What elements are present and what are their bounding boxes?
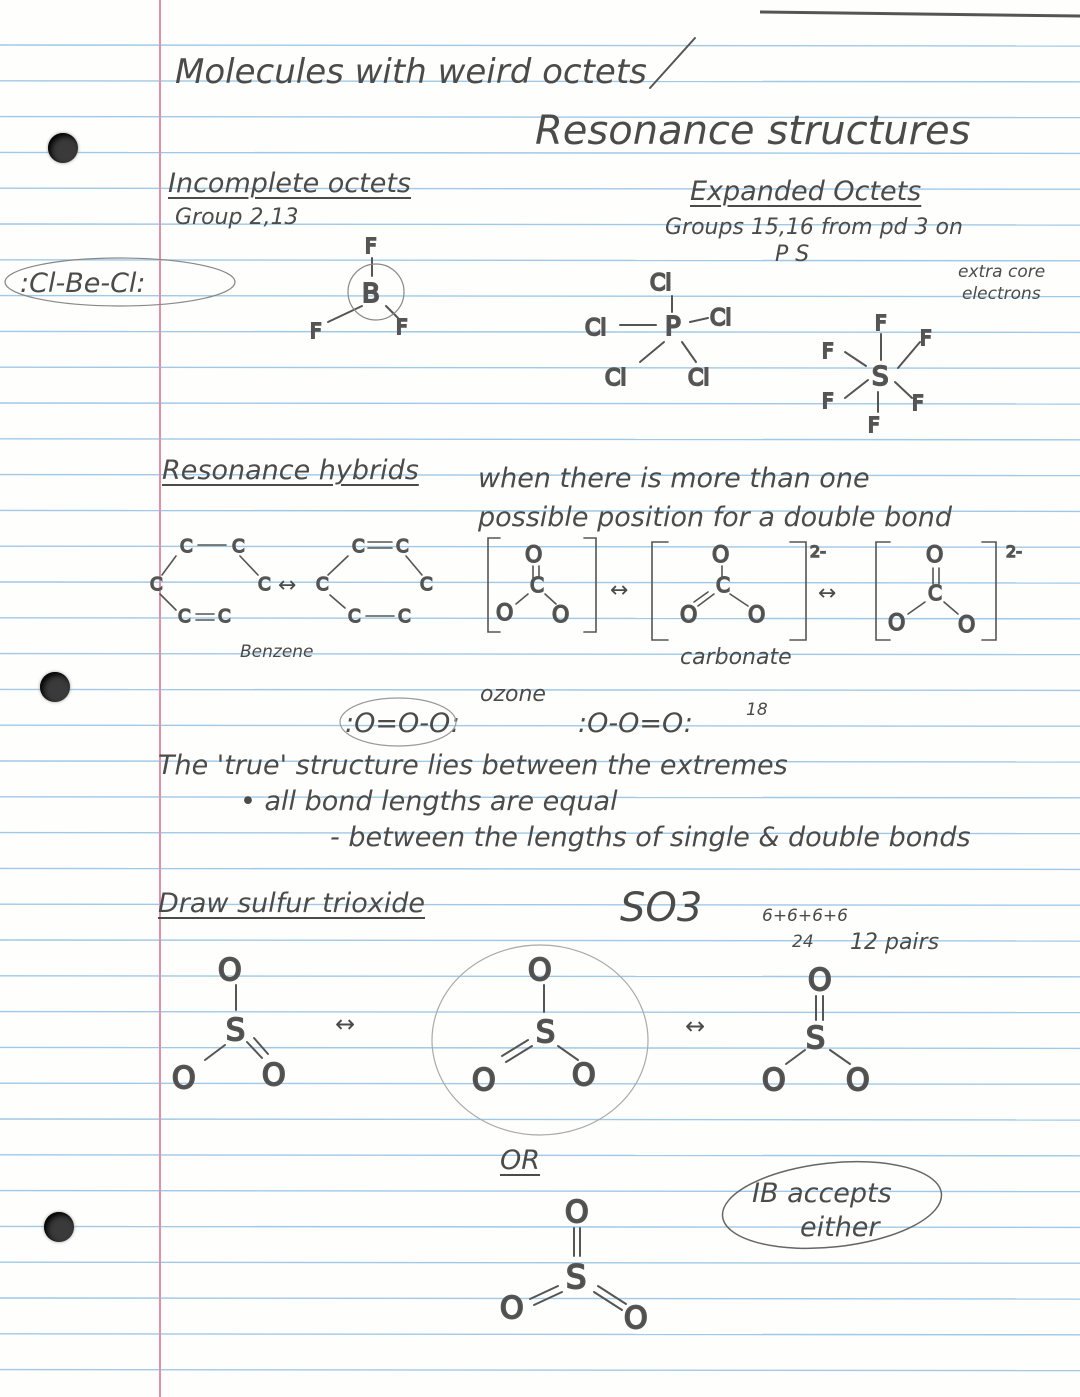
rule-line [0, 725, 1080, 726]
rule-line [0, 1370, 1080, 1371]
svg-text:O: O [958, 613, 976, 638]
svg-text:B: B [362, 279, 380, 309]
svg-text:Cl: Cl [650, 271, 672, 296]
rule-line [0, 331, 1080, 332]
svg-text:O: O [500, 1291, 524, 1326]
svg-text:O: O [172, 1061, 196, 1096]
rule-line [0, 1298, 1080, 1299]
svg-text:F: F [912, 391, 924, 415]
svg-text:O: O [528, 953, 552, 988]
ozone-structure-2: :O-O=O: [578, 708, 693, 739]
svg-text:O: O [712, 543, 730, 568]
svg-text:O: O [624, 1301, 648, 1336]
becl2-structure: :Cl-Be-Cl: [20, 268, 146, 299]
svg-text:Cl: Cl [710, 306, 732, 331]
svg-text:O: O [680, 603, 698, 628]
rule-line [0, 1191, 1080, 1192]
electrons-note: electrons [962, 284, 1041, 304]
svg-text:S: S [872, 362, 889, 392]
resonance-hybrids-heading: Resonance hybrids [162, 455, 419, 486]
expanded-groups: Groups 15,16 from pd 3 on [665, 215, 963, 240]
svg-text:O: O [552, 603, 570, 628]
svg-text:Cl: Cl [688, 366, 710, 391]
svg-text:F: F [875, 311, 887, 335]
svg-text:F: F [868, 413, 880, 437]
svg-text:C: C [232, 536, 245, 557]
resonance-description-1: when there is more than one [478, 463, 870, 494]
electron-count: 6+6+6+6 [762, 906, 848, 926]
svg-text:O: O [262, 1058, 286, 1093]
rule-line [0, 367, 1080, 368]
rule-line [0, 260, 1080, 261]
rule-line [0, 1262, 1080, 1263]
svg-text:C: C [396, 536, 409, 557]
ozone-label: ozone [480, 682, 546, 707]
svg-text:O: O [525, 543, 543, 568]
binder-hole [48, 133, 78, 163]
rule-line [0, 1047, 1080, 1048]
binder-hole [40, 672, 70, 702]
svg-text:C: C [352, 536, 365, 557]
svg-text:S: S [226, 1013, 246, 1048]
bond-lengths-sub: - between the lengths of single & double bonds [330, 822, 971, 853]
svg-text:S: S [536, 1015, 556, 1050]
rule-line [0, 45, 1080, 46]
page-title: Molecules with weird octets [175, 52, 647, 92]
carbonate-label: carbonate [680, 645, 792, 670]
rule-line [0, 403, 1080, 404]
rule-line [0, 1083, 1080, 1084]
svg-text:O: O [846, 1063, 870, 1098]
rule-line [0, 976, 1080, 977]
svg-text:O: O [472, 1063, 496, 1098]
benzene-label: Benzene [240, 642, 314, 662]
expanded-elements: P S [775, 242, 810, 267]
rule-line [0, 1226, 1080, 1227]
svg-text:C: C [398, 606, 411, 627]
svg-text:O: O [496, 601, 514, 626]
ib-note-2: either [800, 1212, 880, 1243]
svg-text:F: F [822, 389, 834, 413]
ozone-structure-1: :O=O-O: [345, 708, 460, 739]
svg-text:C: C [180, 536, 193, 557]
margin-number: 18 [746, 700, 768, 720]
resonance-description-2: possible position for a double bond [478, 502, 953, 533]
svg-text:C: C [530, 573, 544, 597]
svg-text:C: C [420, 574, 433, 595]
rule-line [0, 618, 1080, 619]
svg-text:F: F [822, 339, 834, 363]
svg-text:Cl: Cl [605, 366, 627, 391]
rule-line [0, 546, 1080, 547]
or-label: OR [500, 1145, 541, 1176]
expanded-octets-heading: Expanded Octets [690, 176, 922, 207]
svg-text:C: C [348, 606, 361, 627]
svg-text:C: C [178, 606, 191, 627]
svg-text:O: O [888, 611, 906, 636]
svg-text:S: S [566, 1258, 587, 1296]
rule-line [0, 1012, 1080, 1013]
rule-line [0, 582, 1080, 583]
rule-line [0, 1334, 1080, 1335]
svg-text:C: C [716, 573, 730, 597]
draw-so3-prompt: Draw sulfur trioxide [158, 888, 426, 919]
svg-text:↔: ↔ [335, 1010, 356, 1038]
svg-text:P: P [665, 312, 681, 342]
true-structure-line: The 'true' structure lies between the extremes [158, 750, 788, 781]
svg-text:C: C [928, 581, 942, 605]
svg-text:C: C [218, 606, 231, 627]
electron-total: 24 [792, 932, 814, 952]
rule-line [0, 296, 1080, 297]
svg-text:O: O [572, 1058, 596, 1093]
svg-text:O: O [926, 543, 944, 568]
svg-text:2-: 2- [810, 542, 826, 561]
electron-pairs: 12 pairs [850, 930, 940, 955]
so3-formula: SO3 [620, 885, 703, 931]
svg-text:C: C [258, 574, 271, 595]
rule-line [0, 1119, 1080, 1120]
svg-text:O: O [218, 953, 242, 988]
svg-text:↔: ↔ [685, 1012, 706, 1040]
binder-hole [44, 1212, 74, 1242]
incomplete-octets-heading: Incomplete octets [168, 168, 411, 199]
bond-lengths-bullet: • all bond lengths are equal [240, 786, 618, 817]
rule-line [0, 868, 1080, 869]
svg-text:F: F [310, 319, 322, 343]
svg-text:O: O [762, 1063, 786, 1098]
svg-text:F: F [920, 326, 932, 350]
svg-text:S: S [806, 1021, 826, 1056]
svg-text:C: C [150, 574, 163, 595]
ib-note-1: IB accepts [752, 1178, 892, 1209]
rule-line [0, 654, 1080, 655]
svg-text:↔: ↔ [610, 578, 629, 603]
svg-text:↔: ↔ [818, 581, 837, 606]
svg-text:O: O [808, 963, 832, 998]
rule-line [0, 439, 1080, 440]
svg-text:O: O [565, 1195, 589, 1230]
svg-text:Cl: Cl [585, 316, 607, 341]
incomplete-groups: Group 2,13 [175, 205, 299, 230]
svg-text:F: F [396, 315, 408, 339]
svg-text:C: C [316, 574, 329, 595]
svg-text:↔: ↔ [278, 573, 297, 598]
svg-text:F: F [365, 234, 377, 258]
svg-text:2-: 2- [1006, 542, 1022, 561]
page-subtitle: Resonance structures [535, 108, 971, 154]
svg-text:O: O [748, 603, 766, 628]
extra-core-note: extra core [958, 262, 1046, 282]
